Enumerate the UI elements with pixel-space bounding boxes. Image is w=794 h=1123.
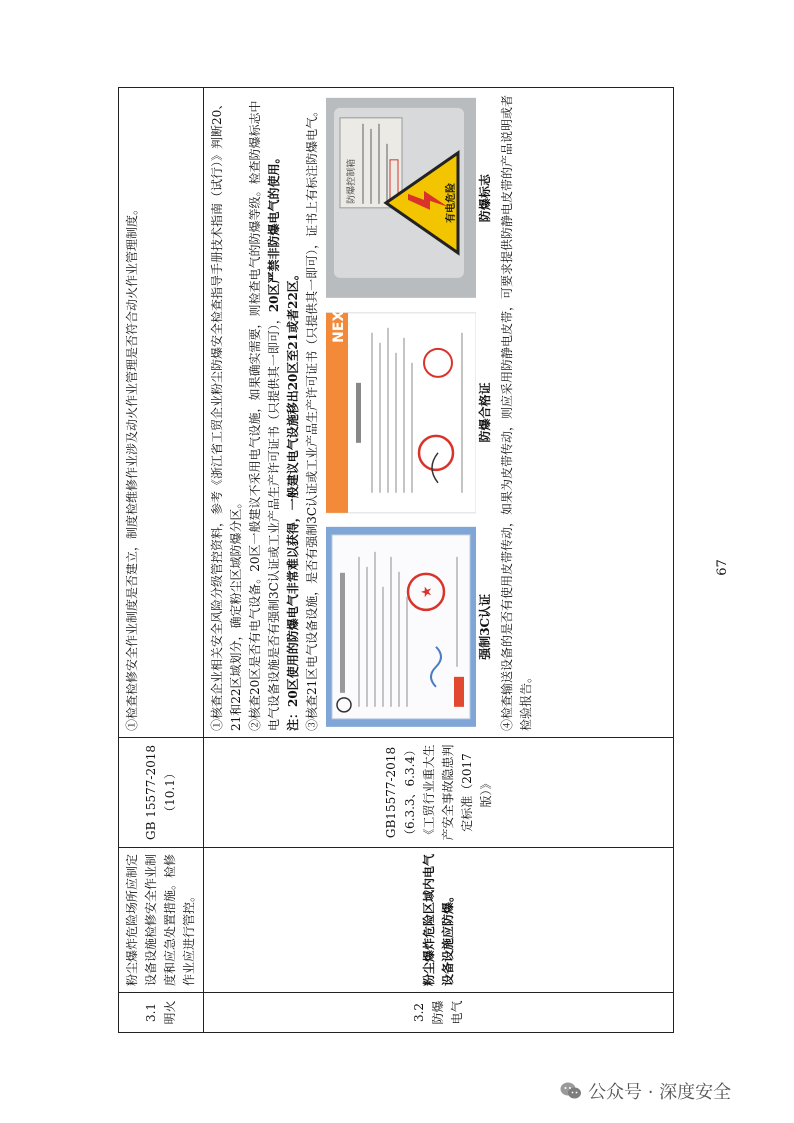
svg-text:NEX: NEX bbox=[331, 310, 347, 343]
sign-plate-text: 防爆控制箱 bbox=[347, 159, 357, 205]
method-item: ②核查20区是否有电气设备。20区一般建议不采用电气设施，如果确实需要，则检查电气的防爆等级。检查防爆标志中电气设备设施是否有强制3C认证或工业产品生产许可证书（只提供其一即可）， bbox=[248, 100, 281, 731]
requirement-cell: 粉尘爆炸危险场所应制定设备设施检修安全作业制度和应急处置措施。检修作业应进行管控。 bbox=[119, 848, 204, 993]
watermark bbox=[560, 1078, 731, 1104]
method-item: ④检查输送设备的是否有使用皮带传动，如果为皮带传动，则应采用防静电皮带，可要求提供防静电皮带的产品说明或者检验报告。 bbox=[500, 94, 533, 731]
method-item: ③核查21区电气设备设施，是否有强制3C认证或工业产品生产许可证书（只提供其一即可），证书上有标注防爆电气。 bbox=[305, 104, 319, 731]
explosion-proof-sign-image bbox=[326, 94, 476, 302]
method-item: ①检查检修安全作业制度是否建立，制度检维修作业涉及动火作业管理是否符合动火作业管理制度。 bbox=[125, 202, 139, 731]
item-number-cell bbox=[119, 993, 204, 1033]
table-row bbox=[204, 88, 674, 1033]
requirement-cell: 粉尘爆炸危险区域内电气设备设施应防爆。 bbox=[204, 848, 674, 993]
svg-text:★: ★ bbox=[419, 585, 435, 599]
inspection-table bbox=[118, 87, 674, 1033]
method-note: 注：20区使用的防爆电气非常难以获得，一般建议电气设施移出20区至21或者22区。 bbox=[286, 268, 300, 731]
item-category: 明火 bbox=[163, 1000, 177, 1025]
figure-caption: 强制3C认证 bbox=[478, 593, 492, 660]
item-category: 防爆电气 bbox=[431, 1000, 464, 1025]
method-item: ①核查企业相关安全风险分级管控资料，参考《浙江省工贸企业粉尘防爆安全检查指导手册技术指南（试行）》判断20、21和22区域划分，确定粉尘区域防爆分区。 bbox=[210, 97, 243, 731]
method-cell bbox=[119, 88, 204, 738]
figure bbox=[326, 523, 498, 731]
table-row bbox=[119, 88, 204, 1033]
item-number-cell bbox=[204, 993, 674, 1033]
3c-certificate-image bbox=[326, 523, 476, 731]
figure-caption: 防爆合格证 bbox=[478, 382, 492, 443]
basis-cell bbox=[204, 738, 674, 848]
figure-row bbox=[326, 94, 498, 731]
item-number: 3.2 bbox=[412, 1002, 426, 1023]
page-number: 67 bbox=[714, 559, 730, 576]
watermark-text: 公众号 · 深度安全 bbox=[588, 1082, 732, 1103]
sign-warning-text: 有电危险 bbox=[446, 183, 457, 224]
method-item-bold: 20区严禁非防爆电气的使用。 bbox=[267, 151, 281, 313]
basis-line: GB15577-2018 bbox=[383, 746, 398, 839]
rotated-table-page bbox=[118, 88, 674, 1033]
basis-line: 《工贸行业重大生产安全事故隐患判定标准（2017版）》 bbox=[421, 744, 493, 841]
wechat-icon bbox=[560, 1081, 582, 1101]
figure bbox=[326, 94, 498, 302]
explosion-proof-certificate-image bbox=[326, 308, 476, 516]
figure-caption: 防爆标志 bbox=[478, 174, 492, 223]
method-cell bbox=[204, 88, 674, 738]
item-number: 3.1 bbox=[144, 1002, 158, 1023]
basis-cell: GB 15577-2018（10.1） bbox=[119, 738, 204, 848]
figure bbox=[326, 308, 498, 516]
basis-line: （6.3.3、6.3.4） bbox=[402, 743, 417, 841]
